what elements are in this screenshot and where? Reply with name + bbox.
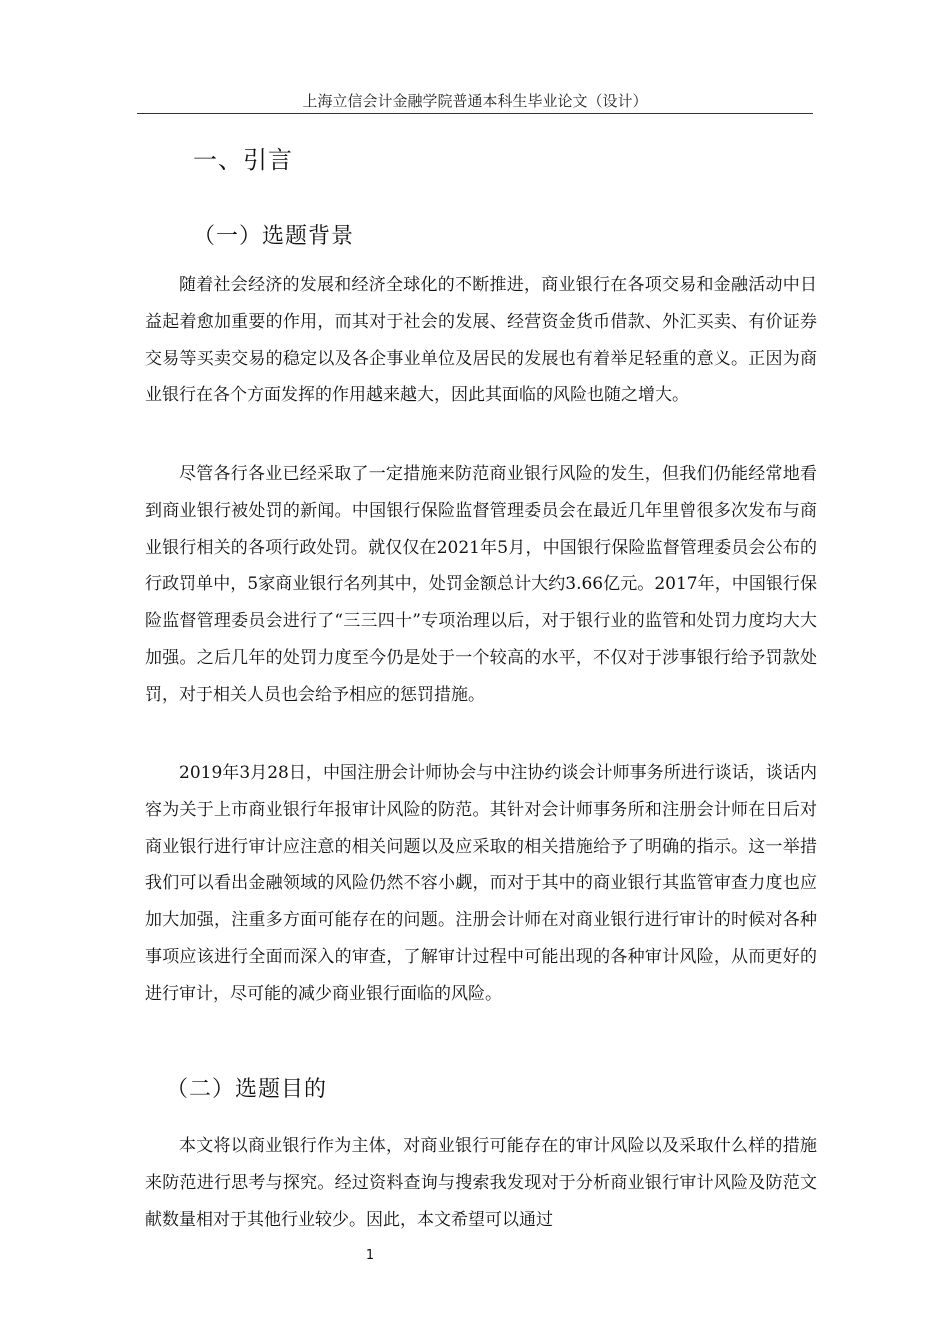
subsection-title-background: （一）选题背景 xyxy=(193,224,355,249)
running-header: 上海立信会计金融学院普通本科生毕业论文（设计） xyxy=(302,92,648,110)
section-title: 一、引言 xyxy=(193,146,293,174)
paragraph: 尽管各行各业已经采取了一定措施来防范商业银行风险的发生，但我们仍能经常地看到商业银行被处罚的新闻。中国银行保险监督管理委员会在最近几年里曾很多次发布与商业银行相关的各项行政处罚。就仅仅在2021年5月，中国银行保险监督管理委员会公布的行政罚单中，5家商业银行名列其中，处罚金额总计大约3.66亿元。2017年，中国银行保险监督管理委员会进行了“三三四十”专项治理以后，对于银行业的监管和处罚力度均大大加强。之后几年的处罚力度至今仍是处于一个较高的水平，不仅对于涉事银行给予罚款处罚，对于相关人员也会给予相应的惩罚措施。 xyxy=(145,464,817,705)
paragraph: 本文将以商业银行作为主体，对商业银行可能存在的审计风险以及采取什么样的措施来防范进行思考与探究。经过资料查询与搜索我发现对于分析商业银行审计风险及防范文献数量相对于其他行业较少。因此，本文希望可以通过 xyxy=(145,1136,817,1230)
header-rule xyxy=(137,113,813,114)
page-number: 1 xyxy=(365,1248,375,1263)
paragraph: 2019年3月28日，中国注册会计师协会与中注协约谈会计师事务所进行谈话，谈话内容为关于上市商业银行年报审计风险的防范。其针对会计师事务所和注册会计师在日后对商业银行进行审计应注意的相关问题以及应采取的相关措施给予了明确的指示。这一举措我们可以看出金融领域的风险仍然不容小觑，而对于其中的商业银行其监管审查力度也应加大加强，注重多方面可能存在的问题。注册会计师在对商业银行进行审计的时候对各种事项应该进行全面而深入的审查，了解审计过程中可能出现的各种审计风险，从而更好的进行审计，尽可能的减少商业银行面临的风险。 xyxy=(145,763,817,1004)
subsection-title-purpose: （二）选题目的 xyxy=(166,1077,328,1102)
paragraph: 随着社会经济的发展和经济全球化的不断推进，商业银行在各项交易和金融活动中日益起着愈加重要的作用，而其对于社会的发展、经营资金货币借款、外汇买卖、有价证券交易等买卖交易的稳定以及各企事业单位及居民的发展也有着举足轻重的意义。正因为商业银行在各个方面发挥的作用越来越大，因此其面临的风险也随之增大。 xyxy=(145,275,817,406)
